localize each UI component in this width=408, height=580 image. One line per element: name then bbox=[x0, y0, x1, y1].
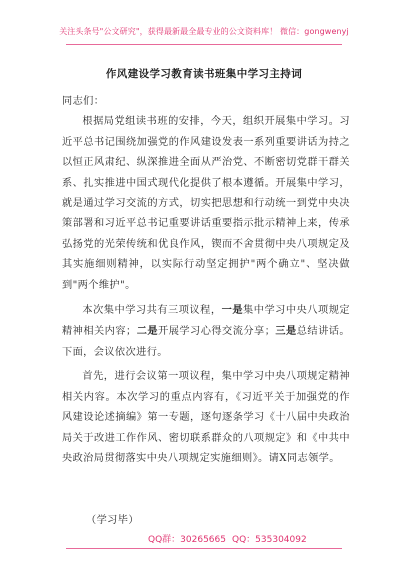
paragraph-1: 根据局党组读书班的安排，今天，组织开展集中学习。习近平总书记围绕加强党的作风建设发表一系列重要讲话为持之以恒正风肃纪、纵深推进全面从严治党、不断密切党群干群关系、扎实推进中国式现代化提供了根本遵循。开展集中学习，就是通过学习交流的方式，切实把思想和行动统一到党中央决策部署和习近平总书记重要讲话重要指示批示精神上来，传承弘扬党的光荣传统和优良作风，锲而不舍贯彻中央八项规定及其实施细则精神，以实际行动坚定拥护"两个确立"、坚决做到"两个维护"。 bbox=[62, 116, 350, 291]
agenda-item-2-label: 二是 bbox=[136, 325, 159, 338]
agenda-item-2-text: 开展学习心得交流分享； bbox=[158, 326, 276, 338]
closing-note: （学习毕） bbox=[86, 515, 139, 526]
header-promo-text: 关注头条号"公文研究"，获得最新最全最专业的公文资料库！ 微信：gongwenyj bbox=[59, 27, 349, 36]
document-body bbox=[62, 92, 350, 469]
paragraph-2 bbox=[62, 300, 350, 363]
agenda-item-1-label: 一是 bbox=[221, 304, 244, 317]
footer-qq-group: QQ群：30265665 bbox=[148, 535, 226, 545]
footer-qq-number: QQ：535304092 bbox=[232, 535, 307, 545]
agenda-item-3-label: 三是 bbox=[275, 325, 297, 338]
header-divider bbox=[66, 44, 342, 45]
document-title: 作风建设学习教育读书班集中学习主持词 bbox=[105, 68, 303, 80]
salutation: 同志们： bbox=[62, 96, 105, 107]
agenda-intro: 本次集中学习共有三项议程， bbox=[82, 305, 222, 317]
footer-divider bbox=[66, 548, 342, 549]
agenda-item-1-text: 集中学习中央八项规定精神相关内容； bbox=[62, 305, 350, 338]
agenda-item-3-text: 总结讲话。下面，会议依次进行。 bbox=[62, 326, 350, 358]
paragraph-3: 首先，进行会议第一项议程，集中学习中央八项规定精神相关内容。本次学习的重点内容有，《习近平关于加强党的作风建设论述摘编》第一专题，逐句逐条学习《十八届中央政治局关于改进工作作风、密切联系群众的八项规定》和《中共中央政治局贯彻落实中央八项规定实施细则》。请X同志领学。 bbox=[62, 371, 350, 464]
